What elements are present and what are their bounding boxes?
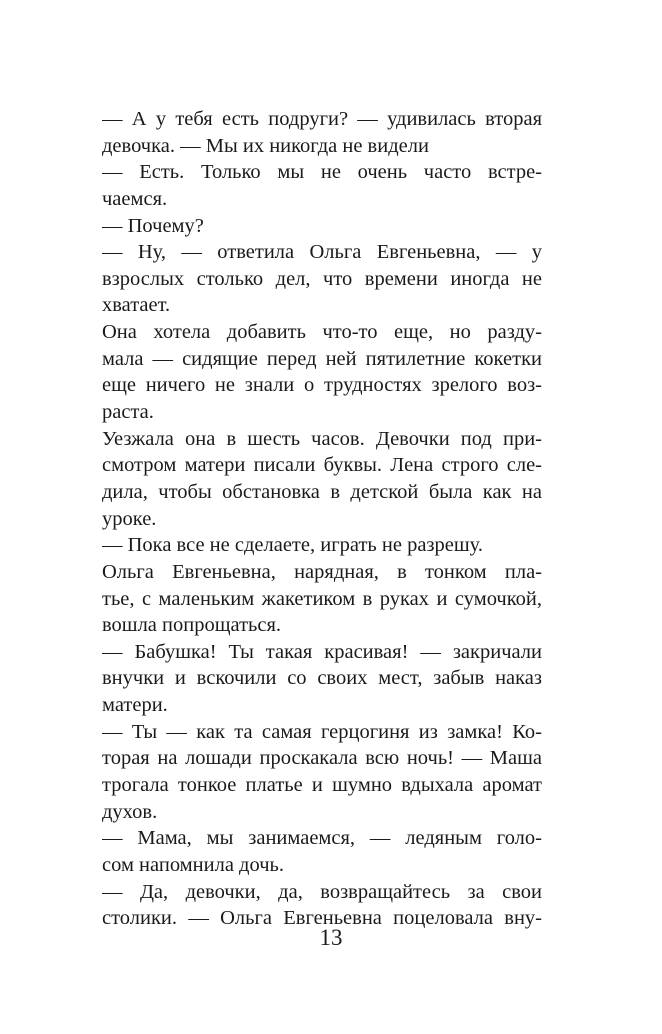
text-line: — Почему? [102,214,204,237]
text-line: — Бабушка! Ты такая красивая! — закричали [102,640,542,663]
text-line: взрослых столько дел, что времени иногда не [102,267,542,290]
text-line: Ольга Евгеньевна, нарядная, в тонком пла- [102,560,542,583]
text-line: внучки и вскочили со своих мест, забыв наказ [102,667,542,690]
text-line: смотром матери писали буквы. Лена строго сле- [102,454,542,477]
body-text [102,106,542,932]
text-line: уроке. [102,507,157,530]
text-line: мала — сидящие перед ней пятилетние кокетки [102,347,542,370]
text-line: матери. [102,694,168,717]
text-line: вошла попрощаться. [102,614,282,637]
text-line: раста. [102,401,154,424]
text-line: чаемся. [102,187,168,210]
text-line: — Да, девочки, да, возвращайтесь за свои [102,880,542,903]
text-line: сом напомнила дочь. [102,853,284,876]
text-line: хватает. [102,294,171,317]
text-line: девочка. — Мы их никогда не видели [102,134,429,157]
text-line: еще ничего не знали о трудностях зрелого воз- [102,374,542,397]
text-line: — Ты — как та самая герцогиня из замка! Ко- [102,720,542,743]
text-line: — Мама, мы занимаемся, — ледяным голо- [102,827,542,850]
text-line: тье, с маленьким жакетиком в руках и сумочкой, [102,587,542,610]
text-line: — Пока все не сделаете, играть не разрешу. [102,534,483,557]
text-line: духов. [102,800,158,823]
text-line: Уезжала она в шесть часов. Девочки под при- [102,427,542,450]
page-number: 13 [319,925,343,950]
text-line: дила, чтобы обстановка в детской была как на [102,480,542,503]
text-line: торая на лошади проскакала всю ночь! — Маша [102,747,542,770]
text-line: — Ну, — ответила Ольга Евгеньевна, — у [102,241,542,264]
text-line: — А у тебя есть подруги? — удивилась вторая [102,108,542,130]
text-line: — Есть. Только мы не очень часто встре- [102,161,542,184]
text-line: трогала тонкое платье и шумно вдыхала аромат [102,774,542,797]
text-line: столики. — Ольга Евгеньевна поцеловала вну- [102,907,542,930]
text-line: Она хотела добавить что-то еще, но разду- [102,321,542,344]
